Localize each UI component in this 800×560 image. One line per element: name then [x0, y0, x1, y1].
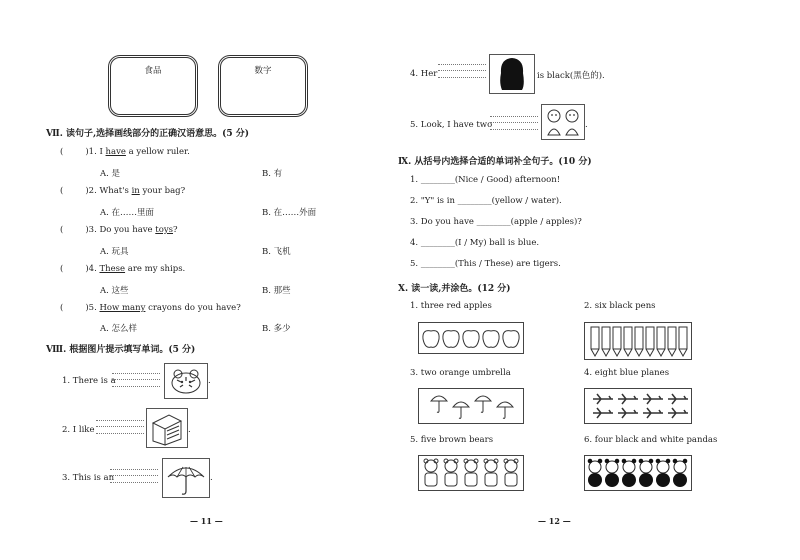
- question-row: ( )5. How many crayons do you have?: [60, 303, 241, 313]
- question-row: ( )2. What's in your bag?: [60, 186, 186, 196]
- plane-icon: [618, 394, 638, 404]
- pens-strip[interactable]: [584, 322, 692, 360]
- question-row: ( )3. Do you have toys?: [60, 225, 178, 235]
- color-item-label: 5. five brown bears: [410, 435, 494, 445]
- cont-item-text: 4. Her: [410, 69, 438, 79]
- apples-strip[interactable]: [418, 322, 524, 354]
- page-number-left: — 11 —: [190, 516, 223, 526]
- umbrella-icon: [453, 402, 469, 407]
- option-b: B. 那些: [262, 286, 291, 296]
- color-item-label: 4. eight blue planes: [584, 368, 670, 378]
- section9-title: Ⅸ. 从括号内选择合适的单词补全句子。(10 分): [398, 157, 592, 167]
- apple-icon: [503, 331, 519, 348]
- apple-icon: [423, 331, 439, 348]
- bear-icon: [425, 460, 437, 472]
- option-a: A. 这些: [100, 286, 129, 296]
- question-row: ( )4. These are my ships.: [60, 264, 186, 274]
- answer-lines[interactable]: [96, 420, 144, 434]
- section10-title: Ⅹ. 读一读,并涂色。(12 分): [398, 284, 511, 294]
- dolls-picture: [541, 104, 585, 140]
- cont-end: is black(黑色的).: [537, 71, 605, 81]
- color-item-label: 6. four black and white pandas: [584, 435, 718, 445]
- option-b: B. 飞机: [262, 247, 291, 257]
- fill-end: .: [188, 425, 191, 435]
- blank[interactable]: ________: [420, 259, 455, 269]
- option-a: A. 是: [100, 169, 121, 179]
- plane-icon: [593, 394, 613, 404]
- food-box: [108, 55, 198, 117]
- answer-lines[interactable]: [110, 469, 158, 483]
- page-number-right: — 12 —: [538, 516, 571, 526]
- blank[interactable]: ________: [457, 196, 492, 206]
- apple-icon: [483, 331, 499, 348]
- color-item-label: 3. two orange umbrella: [410, 368, 511, 378]
- apple-icon: [443, 331, 459, 348]
- sentence-item: 1. ________(Nice / Good) afternoon!: [410, 175, 561, 185]
- plane-icon: [643, 394, 663, 404]
- blank[interactable]: ________: [420, 238, 455, 248]
- umbrella-icon: [475, 396, 491, 401]
- food-box-label: 食品: [144, 66, 162, 76]
- umbrellas-strip[interactable]: [418, 388, 524, 424]
- blank[interactable]: ________: [420, 175, 455, 185]
- plane-icon: [668, 394, 688, 404]
- pen-icon: [591, 327, 599, 356]
- plane-icon: [643, 408, 663, 418]
- option-a: A. 玩具: [100, 247, 129, 257]
- pen-icon: [679, 327, 687, 356]
- bear-icon: [465, 460, 477, 472]
- pen-icon: [613, 327, 621, 356]
- section8-title: Ⅷ. 根据图片提示填写单词。(5 分): [46, 345, 196, 355]
- pen-icon: [624, 327, 632, 356]
- sentence-item: 5. ________(This / These) are tigers.: [410, 259, 561, 269]
- bear-icon: [485, 460, 497, 472]
- fill-item-text: 2. I like: [62, 425, 95, 435]
- fill-item-text: 3. This is an: [62, 473, 115, 483]
- milk-picture: [146, 408, 188, 448]
- answer-lines[interactable]: [112, 373, 160, 387]
- cont-item-text: 5. Look, I have two: [410, 120, 493, 130]
- bear-icon: [445, 460, 457, 472]
- apple-icon: [463, 331, 479, 348]
- umbrella-icon: [497, 402, 513, 407]
- option-a: A. 怎么样: [100, 324, 138, 334]
- answer-lines[interactable]: [438, 64, 486, 78]
- cont-end: .: [585, 120, 588, 130]
- option-b: B. 有: [262, 169, 283, 179]
- option-b: B. 多少: [262, 324, 291, 334]
- pen-icon: [602, 327, 610, 356]
- sentence-item: 4. ________(I / My) ball is blue.: [410, 238, 540, 248]
- answer-lines[interactable]: [490, 116, 538, 130]
- pen-icon: [668, 327, 676, 356]
- fill-end: .: [210, 473, 213, 483]
- fill-item-text: 1. There is a: [62, 376, 116, 386]
- color-item-label: 1. three red apples: [410, 301, 492, 311]
- number-box-label: 数字: [254, 66, 272, 76]
- section7-title: Ⅶ. 读句子,选择画线部分的正确汉语意思。(5 分): [46, 129, 250, 139]
- umbrella-picture: [162, 458, 210, 498]
- plane-icon: [668, 408, 688, 418]
- hair-picture: [489, 54, 535, 94]
- plane-icon: [593, 408, 613, 418]
- tiger-picture: [164, 363, 208, 399]
- question-row: ( )1. I have a yellow ruler.: [60, 147, 190, 157]
- pandas-strip[interactable]: [584, 455, 692, 491]
- option-b: B. 在……外面: [262, 208, 317, 218]
- bears-strip[interactable]: [418, 455, 524, 491]
- fill-end: .: [208, 376, 211, 386]
- sentence-item: 3. Do you have ________(apple / apples)?: [410, 217, 582, 227]
- option-a: A. 在……里面: [100, 208, 155, 218]
- sentence-item: 2. "Y" is in ________(yellow / water).: [410, 196, 562, 206]
- pen-icon: [646, 327, 654, 356]
- umbrella-icon: [431, 396, 447, 401]
- plane-icon: [618, 408, 638, 418]
- bear-icon: [505, 460, 517, 472]
- planes-strip[interactable]: [584, 388, 692, 424]
- pen-icon: [635, 327, 643, 356]
- number-box: [218, 55, 308, 117]
- pen-icon: [657, 327, 665, 356]
- blank[interactable]: ________: [476, 217, 511, 227]
- color-item-label: 2. six black pens: [584, 301, 656, 311]
